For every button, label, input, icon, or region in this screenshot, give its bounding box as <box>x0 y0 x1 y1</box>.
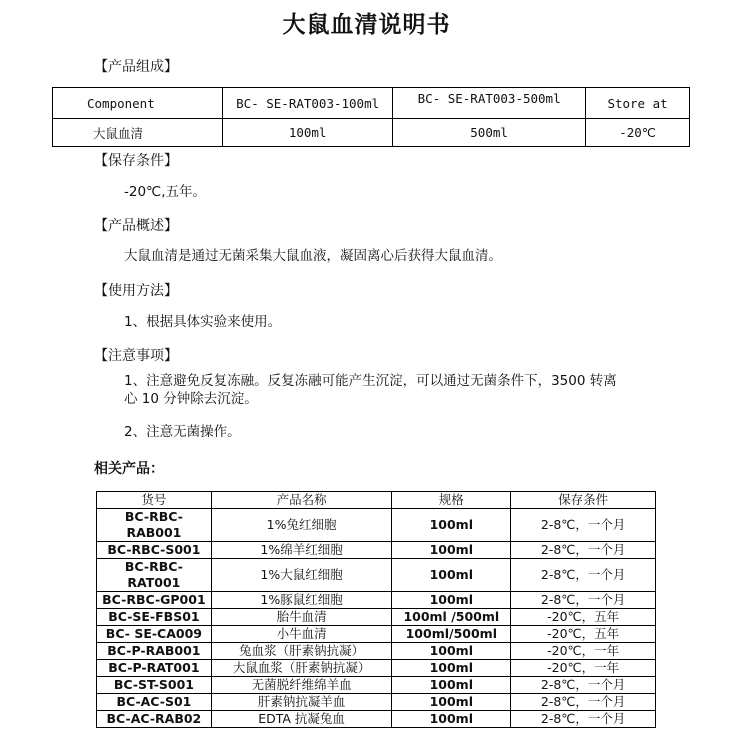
cell-sku: BC- SE-CA009 <box>97 626 212 643</box>
cell-product-name: 无菌脱纤维绵羊血 <box>211 677 392 694</box>
notes-text-2: 2、注意无菌操作。 <box>124 424 241 440</box>
header-500ml: BC- SE-RAT003-500ml <box>393 88 586 119</box>
cell-100ml: 100ml <box>223 119 393 147</box>
cell-storage: 2-8℃，一个月 <box>511 509 656 542</box>
header-component: Component <box>53 88 223 119</box>
cell-product-name: 兔血浆（肝素钠抗凝） <box>211 643 392 660</box>
cell-product-name: 大鼠血浆（肝素钠抗凝） <box>211 660 392 677</box>
cell-store-at: -20℃ <box>586 119 690 147</box>
cell-product-name: 胎牛血清 <box>211 609 392 626</box>
cell-storage: 2-8℃，一个月 <box>511 711 656 728</box>
header-spec: 规格 <box>392 492 511 509</box>
section-usage: 【使用方法】 <box>94 283 178 299</box>
products-header-row <box>97 492 656 509</box>
cell-sku: BC-RBC-S001 <box>97 542 212 559</box>
cell-500ml: 500ml <box>393 119 586 147</box>
cell-spec: 100ml <box>392 559 511 592</box>
cell-product-name: 1%绵羊红细胞 <box>211 542 392 559</box>
cell-spec: 100ml <box>392 592 511 609</box>
cell-sku: BC-RBC-RAB001 <box>97 509 212 542</box>
section-storage: 【保存条件】 <box>94 153 178 169</box>
composition-header-row <box>53 88 690 119</box>
cell-storage: -20℃，五年 <box>511 609 656 626</box>
related-products-label: 相关产品： <box>94 461 164 477</box>
cell-sku: BC-AC-RAB02 <box>97 711 212 728</box>
table-row <box>97 542 656 559</box>
cell-sku: BC-RBC-RAT001 <box>97 559 212 592</box>
page-title: 大鼠血清说明书 <box>282 12 451 38</box>
section-composition: 【产品组成】 <box>94 59 178 75</box>
usage-text: 1、根据具体实验来使用。 <box>124 314 282 330</box>
cell-spec: 100ml <box>392 643 511 660</box>
table-row <box>97 694 656 711</box>
cell-product-name: 肝素钠抗凝羊血 <box>211 694 392 711</box>
cell-spec: 100ml <box>392 509 511 542</box>
composition-data-row <box>53 119 690 147</box>
table-row <box>97 643 656 660</box>
cell-product-name: 小牛血清 <box>211 626 392 643</box>
table-row <box>97 509 656 542</box>
header-storage: 保存条件 <box>511 492 656 509</box>
cell-spec: 100ml <box>392 694 511 711</box>
related-products-table <box>96 491 656 728</box>
storage-text: -20℃,五年。 <box>124 184 207 200</box>
cell-storage: 2-8℃，一个月 <box>511 559 656 592</box>
header-product-name: 产品名称 <box>211 492 392 509</box>
header-store-at: Store at <box>586 88 690 119</box>
cell-product-name: 1%豚鼠红细胞 <box>211 592 392 609</box>
table-row <box>97 626 656 643</box>
section-overview: 【产品概述】 <box>94 218 178 234</box>
cell-storage: 2-8℃，一个月 <box>511 694 656 711</box>
cell-component: 大鼠血清 <box>53 119 223 147</box>
cell-storage: -20℃，一年 <box>511 643 656 660</box>
cell-sku: BC-SE-FBS01 <box>97 609 212 626</box>
header-100ml: BC- SE-RAT003-100ml <box>223 88 393 119</box>
cell-storage: 2-8℃，一个月 <box>511 542 656 559</box>
cell-spec: 100ml <box>392 677 511 694</box>
cell-sku: BC-P-RAB001 <box>97 643 212 660</box>
cell-spec: 100ml <box>392 660 511 677</box>
cell-product-name: EDTA 抗凝兔血 <box>211 711 392 728</box>
table-row <box>97 660 656 677</box>
cell-storage: 2-8℃，一个月 <box>511 592 656 609</box>
composition-table <box>52 87 690 147</box>
cell-sku: BC-P-RAT001 <box>97 660 212 677</box>
section-notes: 【注意事项】 <box>94 348 178 364</box>
cell-storage: 2-8℃，一个月 <box>511 677 656 694</box>
cell-spec: 100ml <box>392 542 511 559</box>
cell-sku: BC-ST-S001 <box>97 677 212 694</box>
cell-spec: 100ml /500ml <box>392 609 511 626</box>
table-row <box>97 711 656 728</box>
notes-text-1-line-2: 心 10 分钟除去沉淀。 <box>124 391 258 407</box>
table-row <box>97 677 656 694</box>
cell-storage: -20℃，一年 <box>511 660 656 677</box>
cell-sku: BC-AC-S01 <box>97 694 212 711</box>
cell-sku: BC-RBC-GP001 <box>97 592 212 609</box>
table-row <box>97 559 656 592</box>
cell-product-name: 1%大鼠红细胞 <box>211 559 392 592</box>
notes-text-1-line-1: 1、注意避免反复冻融。反复冻融可能产生沉淀，可以通过无菌条件下，3500 转离 <box>124 373 617 389</box>
header-sku: 货号 <box>97 492 212 509</box>
cell-storage: -20℃，五年 <box>511 626 656 643</box>
cell-product-name: 1%兔红细胞 <box>211 509 392 542</box>
cell-spec: 100ml/500ml <box>392 626 511 643</box>
table-row <box>97 609 656 626</box>
cell-spec: 100ml <box>392 711 511 728</box>
table-row <box>97 592 656 609</box>
overview-text: 大鼠血清是通过无菌采集大鼠血液，凝固离心后获得大鼠血清。 <box>124 248 502 264</box>
